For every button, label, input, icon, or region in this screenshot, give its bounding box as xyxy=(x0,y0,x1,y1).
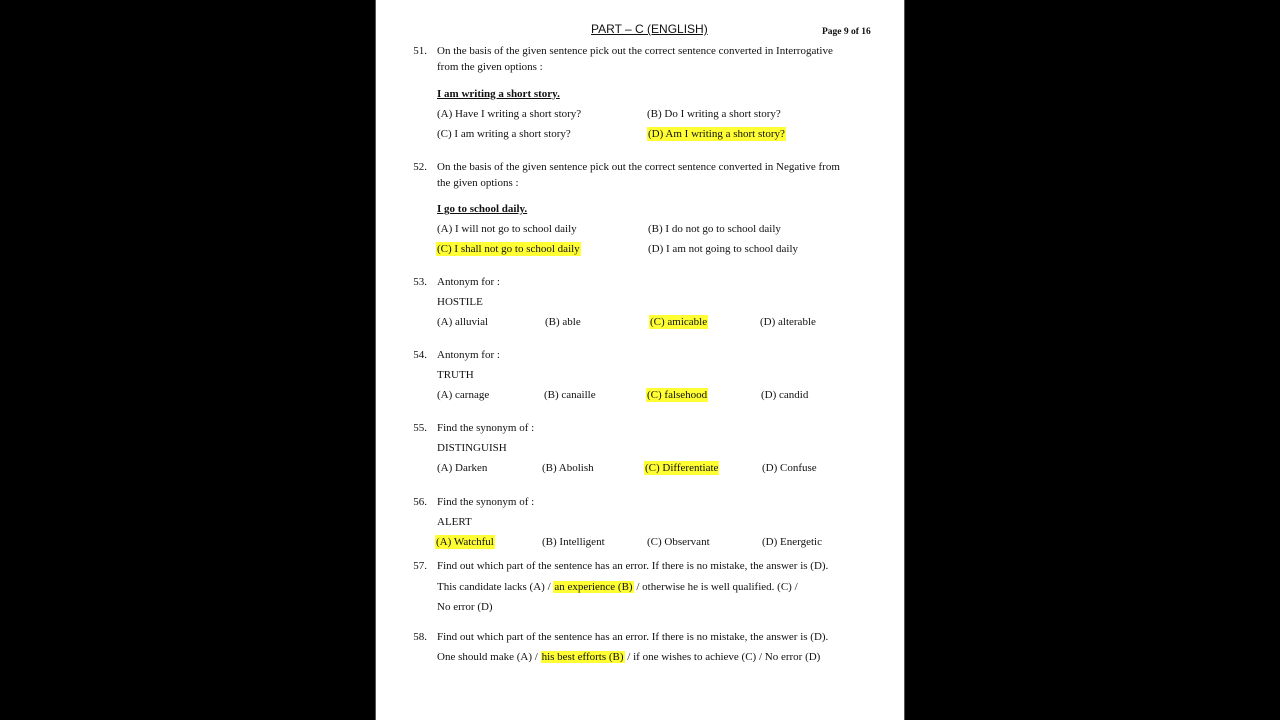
option: (D) Confuse xyxy=(762,462,817,474)
option: (B) able xyxy=(545,316,581,328)
question-number: 58. xyxy=(413,631,427,643)
option: (D) candid xyxy=(761,389,809,401)
page-number: Page 9 of 16 xyxy=(822,27,871,37)
option: (B) I do not go to school daily xyxy=(648,223,781,235)
option: (B) Do I writing a short story? xyxy=(647,108,781,120)
sentence-part: One should make (A) / xyxy=(437,651,538,663)
question-number: 51. xyxy=(413,45,427,57)
given-sentence: I am writing a short story. xyxy=(437,88,560,100)
option: (B) canaille xyxy=(544,389,596,401)
sentence-part: / if one wishes to achieve (C) / No error (D) xyxy=(627,651,821,663)
question-prompt-line: Find the synonym of : xyxy=(437,422,535,434)
question-number: 52. xyxy=(413,161,427,173)
sentence-part: This candidate lacks (A) / xyxy=(437,581,551,593)
option: (A) Have I writing a short story? xyxy=(437,108,582,120)
question-prompt-line: On the basis of the given sentence pick out the correct sentence converted in Interrogative xyxy=(437,45,833,57)
question-number: 54. xyxy=(413,349,427,361)
question-number: 56. xyxy=(413,496,427,508)
sentence-part: / otherwise he is well qualified. (C) / xyxy=(636,581,798,593)
question-prompt-line: Find out which part of the sentence has an error. If there is no mistake, the answer is (D). xyxy=(437,560,829,572)
option-correct: (C) falsehood xyxy=(647,389,708,401)
question-number: 57. xyxy=(413,560,427,572)
option: (A) carnage xyxy=(437,389,490,401)
question-word: DISTINGUISH xyxy=(437,442,507,454)
option: (A) Darken xyxy=(437,462,488,474)
option: (A) alluvial xyxy=(437,316,489,328)
question-prompt-line: the given options : xyxy=(437,177,519,189)
question-word: TRUTH xyxy=(437,369,474,381)
option: (C) I am writing a short story? xyxy=(437,128,571,140)
option: (D) I am not going to school daily xyxy=(648,243,799,255)
question-prompt-line: from the given options : xyxy=(437,61,543,73)
option-correct: (C) Differentiate xyxy=(645,462,719,474)
option: (C) Observant xyxy=(647,536,710,548)
option-correct: (C) I shall not go to school daily xyxy=(437,243,580,255)
question-prompt-line: Find out which part of the sentence has an error. If there is no mistake, the answer is (D). xyxy=(437,631,829,643)
sentence-part: No error (D) xyxy=(437,601,493,613)
question-word: HOSTILE xyxy=(437,296,483,308)
question-number: 53. xyxy=(413,276,427,288)
option-correct: (C) amicable xyxy=(650,316,708,328)
error-sentence xyxy=(437,580,798,594)
error-sentence xyxy=(437,650,820,664)
question-prompt-line: Antonym for : xyxy=(437,276,500,288)
question-prompt-line: Antonym for : xyxy=(437,349,500,361)
question-number: 55. xyxy=(413,422,427,434)
option: (D) alterable xyxy=(760,316,816,328)
given-sentence: I go to school daily. xyxy=(437,203,528,215)
sentence-part-error: an experience (B) xyxy=(554,581,633,593)
sentence-part-error: his best efforts (B) xyxy=(541,651,624,663)
question-word: ALERT xyxy=(437,516,472,528)
question-prompt-line: Find the synonym of : xyxy=(437,496,535,508)
option: (A) I will not go to school daily xyxy=(437,223,577,235)
option-correct: (A) Watchful xyxy=(436,536,494,548)
option: (B) Abolish xyxy=(542,462,594,474)
option-correct: (D) Am I writing a short story? xyxy=(648,128,785,140)
option: (B) Intelligent xyxy=(542,536,605,548)
part-heading: PART – C (ENGLISH) xyxy=(591,22,708,36)
exam-page xyxy=(375,0,905,720)
option: (D) Energetic xyxy=(762,536,822,548)
question-prompt-line: On the basis of the given sentence pick out the correct sentence converted in Negative from xyxy=(437,161,840,173)
